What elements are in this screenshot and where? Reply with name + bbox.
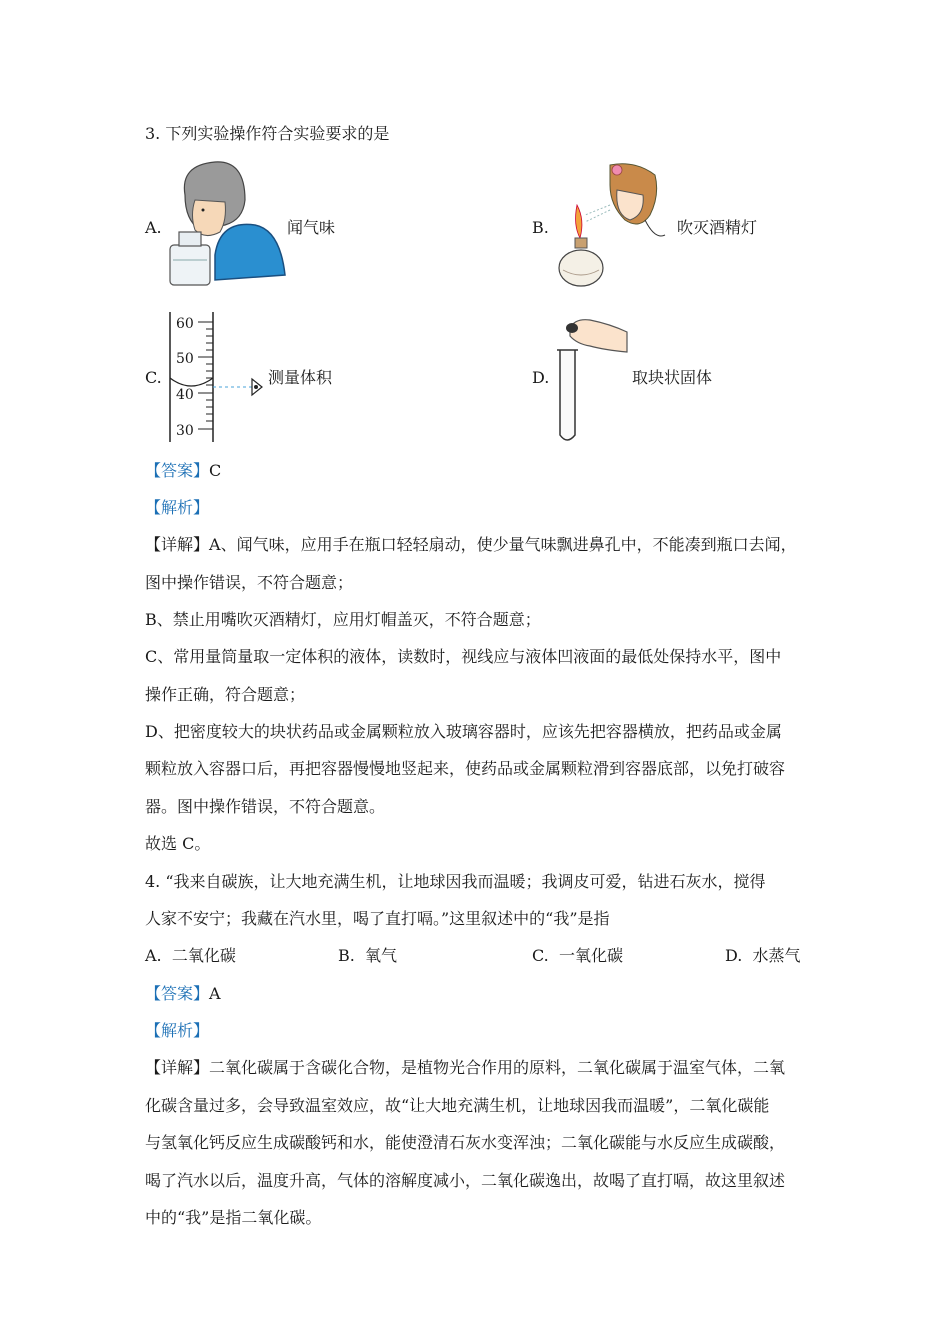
answer-tag: 【答案】 [145,461,210,480]
answer-value: A [209,984,221,1003]
q4-detail-line: 与氢氧化钙反应生成碳酸钙和水，能使澄清石灰水变浑浊；二氧化碳能与水反应生成碳酸， [145,1133,786,1152]
option-letter: B. [338,946,355,965]
question-3-stem: 3. 下列实验操作符合实验要求的是 [145,124,390,143]
option-a-letter: A. [145,218,162,237]
cylinder-tick-50: 50 [176,351,194,367]
option-b-letter: B. [532,218,549,237]
q3-conclusion: 故选 C。 [145,834,211,853]
q4-option-b [338,946,397,966]
test-tube-illustration [555,310,635,445]
q3-detail-line [145,535,797,555]
option-letter: A. [145,946,162,965]
q4-option-c [532,946,623,966]
option-c-letter: C. [145,368,162,387]
option-d-caption: 取块状固体 [632,368,713,387]
detail-text: 二氧化碳属于含碳化合物，是植物光合作用的原料，二氧化碳属于温室气体，二氧 [209,1058,786,1077]
detail-tag: 【详解】 [145,1058,210,1077]
option-text: 氧气 [365,946,398,965]
q4-detail-line: 中的“我”是指二氧化碳。 [145,1208,322,1227]
q3-detail-line: 操作正确，符合题意； [145,685,306,704]
option-text: 一氧化碳 [558,946,623,965]
answer-tag: 【答案】 [145,984,210,1003]
cylinder-tick-40: 40 [176,387,194,403]
option-letter: C. [532,946,549,965]
q3-detail-line: 图中操作错误，不符合题意； [145,573,354,592]
cylinder-tick-30: 30 [176,423,194,439]
q3-detail-line: D、把密度较大的块状药品或金属颗粒放入玻璃容器时，应该先把容器横放，把药品或金属 [145,722,782,741]
q3-detail-line: 器。图中操作错误，不符合题意。 [145,797,386,816]
q4-option-d [725,946,801,966]
option-a-caption: 闻气味 [287,218,336,237]
answer-value: C [209,461,222,480]
q4-detail-line: 化碳含量过多，会导致温室效应，故“让大地充满生机，让地球因我而温暖”，二氧化碳能 [145,1096,770,1115]
q4-answer [145,984,221,1004]
detail-text: A、闻气味，应用手在瓶口轻轻扇动，使少量气味飘进鼻孔中，不能凑到瓶口去闻， [209,535,797,554]
question-4-stem-line2: 人家不安宁；我藏在汽水里，喝了直打嗝。”这里叙述中的“我”是指 [145,909,610,928]
option-d-letter: D. [532,368,550,387]
option-letter: D. [725,946,743,965]
option-text: 二氧化碳 [171,946,236,965]
q4-analysis-tag: 【解析】 [145,1021,210,1040]
q4-detail-line: 喝了汽水以后，温度升高，气体的溶解度减小，二氧化碳逸出，故喝了直打嗝，故这里叙述 [145,1171,786,1190]
option-b-caption: 吹灭酒精灯 [677,218,758,237]
cylinder-tick-60: 60 [176,316,194,332]
q3-detail-line: B、禁止用嘴吹灭酒精灯，应用灯帽盖灭，不符合题意； [145,610,541,629]
q3-detail-line: 颗粒放入容器口后，再把容器慢慢地竖起来，使药品或金属颗粒滑到容器底部，以免打破容 [145,759,786,778]
q4-option-a [145,946,236,966]
option-text: 水蒸气 [752,946,801,965]
question-4-stem-line1: 4. “我来自碳族，让大地充满生机，让地球因我而温暖；我调皮可爱，钻进石灰水，搅得 [145,872,766,891]
q4-detail-line [145,1058,785,1078]
detail-tag: 【详解】 [145,535,210,554]
q3-detail-line: C、常用量筒量取一定体积的液体，读数时，视线应与液体凹液面的最低处保持水平，图中 [145,647,782,666]
option-c-caption: 测量体积 [268,368,333,387]
blow-out-lamp-illustration [555,160,675,290]
q3-analysis-tag: 【解析】 [145,498,210,517]
smell-gas-illustration [165,160,290,290]
q3-answer [145,461,221,481]
